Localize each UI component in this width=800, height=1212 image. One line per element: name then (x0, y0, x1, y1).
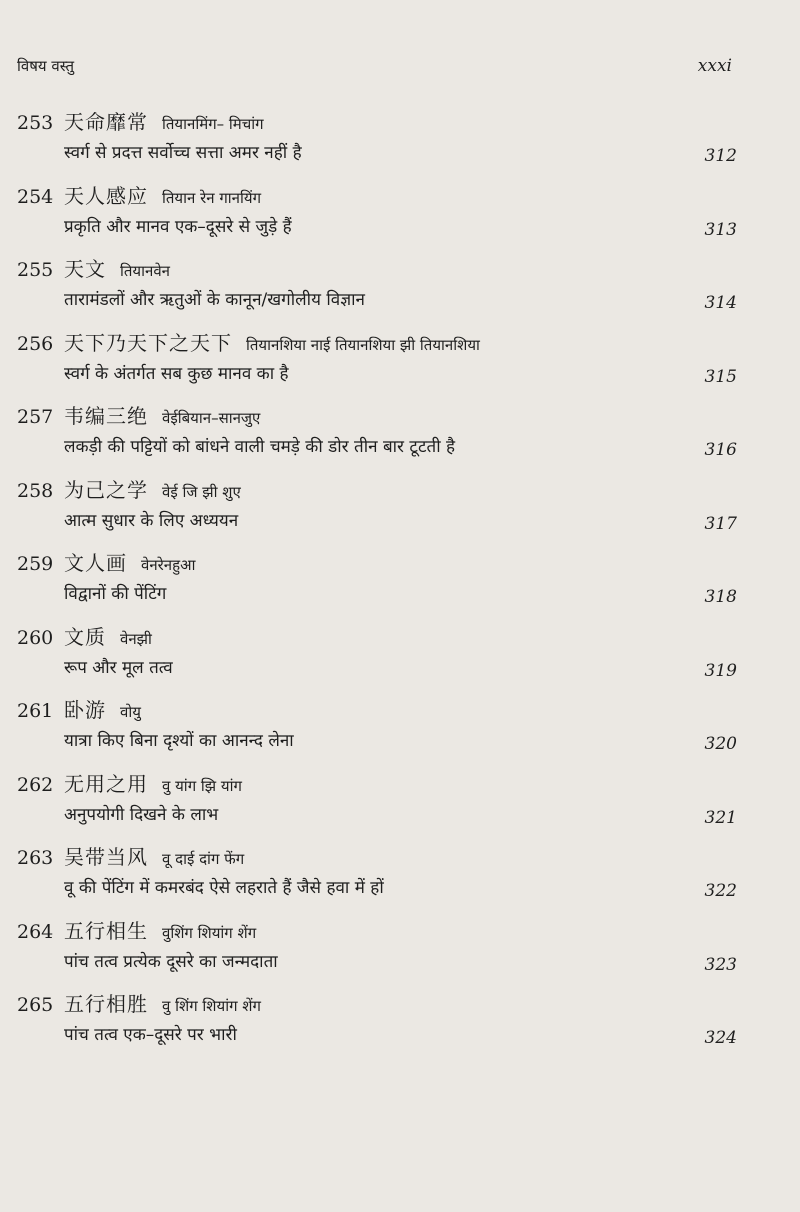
entry-title-line (17, 915, 256, 944)
entry-number: 260 (17, 626, 54, 649)
chinese-term: 天下乃天下之天下 (64, 330, 232, 355)
entry-number: 257 (17, 406, 54, 428)
entry-page-number: 319 (704, 660, 737, 681)
term-transliteration: तियानवेन (120, 262, 171, 280)
entry-page-number: 315 (704, 366, 737, 387)
entry-title-line (17, 547, 195, 576)
page-header (17, 56, 732, 80)
entry-page-number: 313 (704, 219, 737, 240)
table-of-contents (17, 100, 737, 1056)
chinese-term: 天文 (64, 257, 106, 281)
entry-number: 262 (17, 773, 54, 796)
chinese-term: 五行相生 (64, 918, 148, 943)
entry-number: 258 (17, 479, 54, 502)
entry-description-line (64, 508, 737, 534)
term-transliteration: वु यांग झि यांग (162, 776, 242, 795)
entry-description-line (64, 581, 737, 607)
term-transliteration: तियान रेन गानयिंग (162, 188, 262, 207)
entry-number: 264 (17, 920, 54, 943)
toc-entry (17, 174, 737, 248)
page-number: xxxi (697, 56, 732, 76)
chinese-term: 卧游 (64, 698, 106, 722)
entry-page-number: 322 (704, 881, 737, 901)
entry-description-line (64, 214, 737, 240)
toc-entry (17, 835, 737, 909)
entry-title-line (17, 474, 241, 503)
chinese-term: 为己之学 (64, 477, 148, 502)
entry-description-line (64, 361, 737, 387)
toc-entry (17, 394, 737, 468)
entry-title-line (17, 253, 170, 282)
entry-page-number: 317 (704, 513, 737, 534)
entry-page-number: 314 (704, 293, 737, 313)
term-description: स्वर्ग के अंतर्गत सब कुछ मानव का है (64, 363, 289, 384)
toc-entry (17, 982, 737, 1056)
entry-number: 253 (17, 112, 54, 134)
term-description: अनुपयोगी दिखने के लाभ (64, 804, 219, 825)
term-description: रूप और मूल तत्व (64, 657, 173, 678)
entry-description-line (64, 802, 737, 828)
term-transliteration: वुशिंग शियांग शेंग (162, 923, 257, 942)
entry-description-line (64, 655, 737, 681)
entry-title-line (17, 106, 264, 135)
chinese-term: 天人感应 (64, 183, 148, 208)
entry-page-number: 320 (704, 734, 737, 754)
term-description: लकड़ी की पट्टियों को बांधने वाली चमड़े की डोर तीन बार टूटती है (64, 437, 456, 457)
entry-number: 255 (17, 259, 54, 281)
entry-description-line (64, 434, 737, 460)
entry-title-line (17, 694, 141, 723)
entry-page-number: 318 (704, 587, 737, 607)
running-head: विषय वस्तु (17, 57, 75, 75)
chinese-term: 文质 (64, 624, 106, 649)
entry-page-number: 323 (704, 954, 737, 975)
term-transliteration: वु शिंग शियांग शेंग (162, 997, 261, 1015)
toc-entry (17, 541, 737, 615)
entry-title-line (17, 180, 261, 209)
entry-page-number: 316 (704, 440, 737, 460)
entry-page-number: 321 (704, 807, 737, 828)
term-transliteration: तियानमिंग– मिचांग (162, 115, 264, 133)
term-transliteration: वेईबियान–सानजुए (162, 409, 261, 427)
entry-description-line (64, 140, 737, 166)
entry-description-line (64, 949, 737, 975)
entry-description-line (64, 287, 737, 313)
toc-entry (17, 247, 737, 321)
chinese-term: 韦编三绝 (64, 404, 148, 428)
chinese-term: 无用之用 (64, 771, 148, 796)
toc-entry (17, 321, 737, 395)
entry-title-line (17, 400, 260, 429)
term-description: आत्म सुधार के लिए अध्ययन (64, 510, 239, 531)
term-transliteration: वेनझी (120, 629, 152, 648)
term-description: स्वर्ग से प्रदत्त सर्वोच्च सत्ता अमर नहीं है (64, 143, 302, 163)
term-description: पांच तत्व प्रत्येक दूसरे का जन्मदाता (64, 951, 278, 972)
toc-entry (17, 909, 737, 983)
term-description: प्रकृति और मानव एक–दूसरे से जुड़े हैं (64, 216, 292, 237)
toc-entry (17, 762, 737, 836)
entry-number: 263 (17, 847, 54, 869)
term-transliteration: वू दाई दांग फेंग (162, 850, 245, 868)
entry-description-line (64, 728, 737, 754)
term-description: वू की पेंटिंग में कमरबंद ऐसे लहराते हैं जैसे हवा में हों (64, 878, 384, 898)
entry-title-line (17, 768, 242, 797)
term-transliteration: वेई जि झी शुए (162, 482, 241, 501)
entry-title-line (17, 841, 244, 870)
toc-entry (17, 468, 737, 542)
chinese-term: 五行相胜 (64, 992, 148, 1016)
entry-number: 259 (17, 553, 54, 575)
entry-number: 261 (17, 700, 54, 722)
entry-page-number: 324 (704, 1028, 737, 1048)
chinese-term: 文人画 (64, 551, 127, 575)
toc-entry (17, 615, 737, 689)
toc-entry (17, 688, 737, 762)
term-description: यात्रा किए बिना दृश्यों का आनन्द लेना (64, 731, 294, 751)
term-transliteration: वोयु (120, 703, 141, 721)
term-description: तारामंडलों और ऋतुओं के कानून/खगोलीय विज्ञान (64, 290, 365, 310)
term-transliteration: तियानशिया नाई तियानशिया झी तियानशिया (246, 335, 480, 354)
entry-title-line (17, 621, 152, 650)
entry-title-line (17, 327, 480, 356)
term-description: विद्वानों की पेंटिंग (64, 584, 167, 604)
toc-entry (17, 100, 737, 174)
chinese-term: 天命靡常 (64, 110, 148, 134)
entry-description-line (64, 1022, 737, 1048)
entry-description-line (64, 875, 737, 901)
entry-number: 254 (17, 185, 54, 208)
entry-page-number: 312 (704, 146, 737, 166)
entry-number: 256 (17, 332, 54, 355)
term-transliteration: वेनरेनहुआ (141, 556, 196, 574)
term-description: पांच तत्व एक–दूसरे पर भारी (64, 1025, 237, 1045)
entry-number: 265 (17, 994, 54, 1016)
chinese-term: 吴带当风 (64, 845, 148, 869)
entry-title-line (17, 988, 261, 1017)
